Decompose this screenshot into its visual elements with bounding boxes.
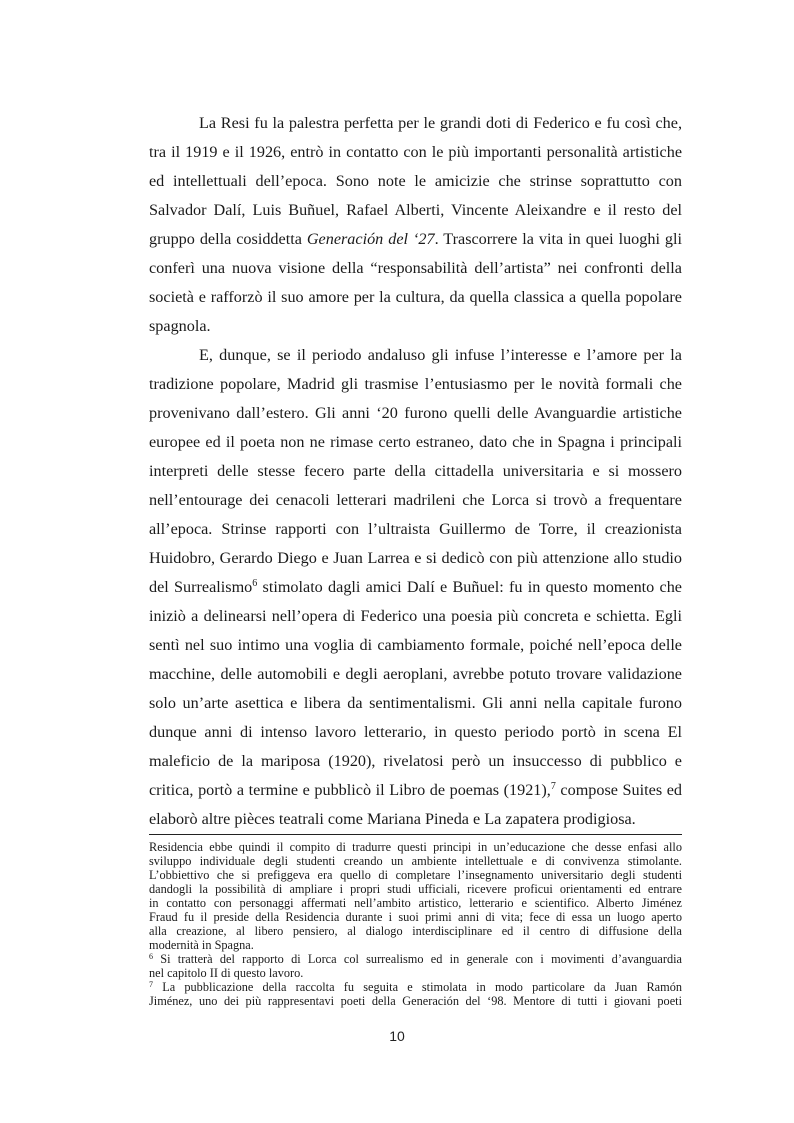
- body-line: interpreti delle stesse fecero parte della cittadella universitaria e si mossero: [149, 462, 682, 480]
- body-line: solo un’arte asettica e libera da sentimentalismi. Gli anni nella capitale furono: [149, 694, 682, 712]
- footnote-line: modernità in Spagna.: [149, 938, 254, 952]
- footnote-line: sviluppo individuale degli studenti creando un ambiente intellettuale e di convivenza stimolante.: [149, 854, 682, 868]
- body-line: maleficio de la mariposa (1920), rivelatosi però un insuccesso di pubblico e: [149, 752, 682, 770]
- body-line: provenivano dall’estero. Gli anni ‘20 furono quelli delle Avanguardie artistiche: [149, 404, 682, 422]
- footnote-separator: [149, 834, 682, 835]
- body-line: E, dunque, se il periodo andaluso gli infuse l’interesse e l’amore per la: [199, 346, 682, 364]
- footnote-number: 7: [149, 980, 153, 989]
- body-line: iniziò a delinearsi nell’opera di Federico una poesia più concreta e schietta. Egli: [149, 607, 682, 625]
- body-line: La Resi fu la palestra perfetta per le grandi doti di Federico e fu così che,: [199, 114, 682, 132]
- footnote-line: in contatto con personaggi affermati nell’ambito artistico, letterario e scientifico. Alberto Jiménez: [149, 896, 682, 910]
- body-line: dunque anni di intenso lavoro letterario, in questo periodo portò in scena El: [149, 723, 682, 741]
- body-line-with-footnote-ref: critica, portò a termine e pubblicò il Libro de poemas (1921),$^7$ compose Suites ed: [149, 781, 682, 799]
- footnote-7: $^7$ La pubblicazione della raccolta fu seguita e stimolata in modo particolare da Juan Ramón: [149, 980, 682, 994]
- footnote-line: Residencia ebbe quindi il compito di tradurre questi principi in un’educazione che desse enfasi allo: [149, 840, 682, 854]
- body-line: società e rafforzò il suo amore per la cultura, da quella classica a quella popolare: [149, 288, 682, 306]
- body-line: all’epoca. Strinse rapporti con l’ultraista Guillermo de Torre, il creazionista: [149, 520, 682, 538]
- footnote-line: Fraud fu il preside della Residencia durante i suoi primi anni di vita; fece di essa un luogo aperto: [149, 910, 682, 924]
- body-line: tradizione popolare, Madrid gli trasmise l’entusiasmo per le novità formali che: [149, 375, 682, 393]
- body-line: macchine, delle automobili e degli aeroplani, avrebbe potuto trovare validazione: [149, 665, 682, 683]
- italic-term: Generación del ‘27: [306, 230, 435, 248]
- body-line-with-footnote-ref: del Surrealismo$^6$ stimolato dagli amici Dalí e Buñuel: fu in questo momento che: [149, 578, 682, 596]
- body-line: Salvador Dalí, Luis Buñuel, Rafael Alberti, Vincente Aleixandre e il resto del: [149, 201, 682, 219]
- footnote-line: nel capitolo II di questo lavoro.: [149, 966, 304, 980]
- body-line: conferì una nuova visione della “responsabilità dell’artista” nei confronti della: [149, 259, 682, 277]
- footnote-line: Jiménez, uno dei più rappresentavi poeti della Generación del ‘98. Mentore di tutti i giovani poeti: [149, 994, 682, 1008]
- body-line: sentì nel suo intimo una voglia di cambiamento formale, poiché nell’epoca delle: [149, 636, 682, 654]
- body-line: spagnola.: [149, 317, 211, 335]
- footnote-line: L’obbiettivo che si prefiggeva era quello di completare l’insegnamento universitario degli studenti: [149, 868, 682, 882]
- body-line: ed intellettuali dell’epoca. Sono note le amicizie che strinse soprattutto con: [149, 172, 682, 190]
- footnote-number: 6: [149, 952, 153, 961]
- body-line-with-italic: gruppo della cosiddetta Generación del ‘27. Trascorrere la vita in quei luoghi gli: [149, 230, 682, 248]
- page-number: 10: [389, 1028, 405, 1044]
- footnote-ref-6[interactable]: 6: [252, 578, 258, 589]
- body-line: Huidobro, Gerardo Diego e Juan Larrea e si dedicò con più attenzione allo studio: [149, 549, 682, 567]
- body-line: tra il 1919 e il 1926, entrò in contatto con le più importanti personalità artistiche: [149, 143, 682, 161]
- footnote-ref-7[interactable]: 7: [550, 781, 556, 792]
- footnote-line: alla creazione, al libero pensiero, al dialogo interdisciplinare ed il centro di diffusione della: [149, 924, 682, 938]
- body-line: nell’entourage dei cenacoli letterari madrileni che Lorca si trovò a frequentare: [149, 491, 682, 509]
- body-line: elaborò altre pièces teatrali come Mariana Pineda e La zapatera prodigiosa.: [149, 810, 636, 828]
- footnote-6: $^6$ Si tratterà del rapporto di Lorca col surrealismo ed in generale con i movimenti d’avanguardia: [149, 952, 682, 966]
- body-line: europee ed il poeta non ne rimase certo estraneo, dato che in Spagna i principali: [149, 433, 682, 451]
- footnote-line: dandogli la possibilità di ampliare i propri studi ufficiali, ricevere proficui orientamenti ed entrare: [149, 882, 682, 896]
